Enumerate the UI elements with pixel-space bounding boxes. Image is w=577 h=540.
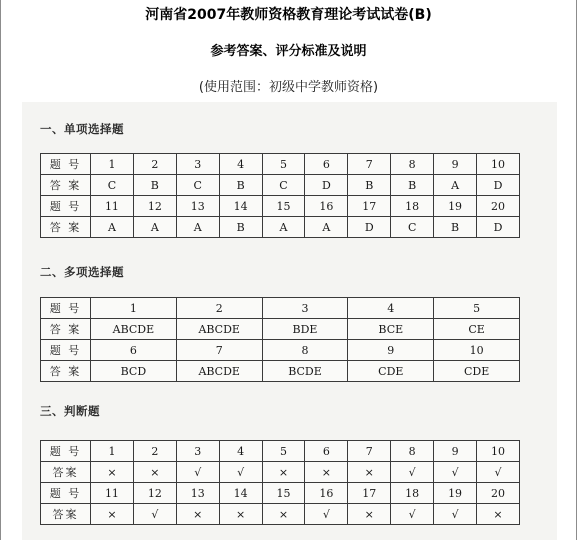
table-cell: BCDE	[262, 361, 348, 382]
table-cell: 3	[262, 298, 348, 319]
table-row	[41, 298, 520, 319]
table-cell: 10	[434, 340, 520, 361]
table-cell: 9	[348, 340, 434, 361]
row-label-cell: 答 案	[41, 319, 91, 340]
table-cell: 1	[91, 298, 177, 319]
table-cell: 13	[176, 483, 219, 504]
table-cell: 10	[477, 154, 520, 175]
table-cell: 8	[391, 441, 434, 462]
table-row	[41, 319, 520, 340]
table-row	[41, 483, 520, 504]
multiple-choice-answer-table	[40, 297, 520, 382]
true-false-table-body	[41, 441, 520, 525]
table-cell: 19	[434, 196, 477, 217]
table-cell: √	[391, 462, 434, 483]
table-cell: 18	[391, 196, 434, 217]
table-cell: 4	[219, 154, 262, 175]
table-cell: C	[262, 175, 305, 196]
row-label-cell: 题 号	[41, 298, 91, 319]
table-row	[41, 340, 520, 361]
table-cell: 20	[477, 196, 520, 217]
table-cell: √	[133, 504, 176, 525]
table-cell: 7	[348, 154, 391, 175]
table-cell: BCE	[348, 319, 434, 340]
document-subtitle: 参考答案、评分标准及说明	[210, 44, 367, 59]
table-cell: 5	[262, 441, 305, 462]
table-cell: √	[219, 462, 262, 483]
table-cell: B	[219, 175, 262, 196]
table-cell: ×	[348, 462, 391, 483]
table-cell: 11	[91, 483, 134, 504]
table-cell: ×	[133, 462, 176, 483]
table-cell: √	[434, 504, 477, 525]
table-cell: D	[305, 175, 348, 196]
table-cell: 1	[91, 441, 134, 462]
row-label-cell: 题 号	[41, 441, 91, 462]
table-cell: 13	[176, 196, 219, 217]
table-cell: √	[176, 462, 219, 483]
table-cell: B	[133, 175, 176, 196]
table-cell: B	[219, 217, 262, 238]
table-cell: ×	[219, 504, 262, 525]
table-cell: 17	[348, 483, 391, 504]
table-cell: A	[133, 217, 176, 238]
table-cell: ×	[262, 462, 305, 483]
table-cell: 6	[91, 340, 177, 361]
table-cell: B	[434, 217, 477, 238]
table-cell: 5	[262, 154, 305, 175]
table-cell: 14	[219, 196, 262, 217]
table-cell: 1	[91, 154, 134, 175]
table-cell: CE	[434, 319, 520, 340]
section-heading-single-choice: 一、单项选择题	[40, 122, 124, 136]
single-choice-answer-table	[40, 153, 520, 238]
row-label-cell: 答案	[41, 504, 91, 525]
table-cell: 17	[348, 196, 391, 217]
table-cell: 7	[176, 340, 262, 361]
table-cell: 6	[305, 154, 348, 175]
table-cell: ×	[91, 504, 134, 525]
table-cell: C	[391, 217, 434, 238]
table-row	[41, 175, 520, 196]
table-cell: C	[176, 175, 219, 196]
table-cell: B	[391, 175, 434, 196]
usage-scope: (使用范围：初级中学教师资格)	[198, 80, 379, 95]
table-cell: CDE	[434, 361, 520, 382]
table-cell: BCD	[91, 361, 177, 382]
table-cell: 18	[391, 483, 434, 504]
table-cell: BDE	[262, 319, 348, 340]
row-label-cell: 答 案	[41, 175, 91, 196]
table-cell: 10	[477, 441, 520, 462]
row-label-cell: 题 号	[41, 340, 91, 361]
table-cell: 20	[477, 483, 520, 504]
table-cell: CDE	[348, 361, 434, 382]
table-cell: 6	[305, 441, 348, 462]
table-cell: D	[477, 217, 520, 238]
table-cell: 3	[176, 154, 219, 175]
true-false-answer-table	[40, 440, 520, 525]
table-cell: 7	[348, 441, 391, 462]
table-cell: 2	[133, 441, 176, 462]
table-cell: ×	[348, 504, 391, 525]
table-cell: ABCDE	[176, 319, 262, 340]
row-label-cell: 答 案	[41, 217, 91, 238]
table-cell: ×	[262, 504, 305, 525]
table-cell: A	[176, 217, 219, 238]
row-label-cell: 答案	[41, 462, 91, 483]
table-row	[41, 196, 520, 217]
table-cell: 12	[133, 196, 176, 217]
table-cell: D	[477, 175, 520, 196]
single-choice-table-body	[41, 154, 520, 238]
multiple-choice-table-body	[41, 298, 520, 382]
table-row	[41, 504, 520, 525]
table-cell: 4	[219, 441, 262, 462]
table-cell: 11	[91, 196, 134, 217]
table-cell: 2	[176, 298, 262, 319]
table-cell: A	[434, 175, 477, 196]
row-label-cell: 题 号	[41, 483, 91, 504]
table-cell: 15	[262, 196, 305, 217]
table-cell: 9	[434, 441, 477, 462]
table-row	[41, 217, 520, 238]
table-cell: A	[305, 217, 348, 238]
table-row	[41, 361, 520, 382]
table-cell: 8	[391, 154, 434, 175]
table-cell: D	[348, 217, 391, 238]
table-cell: 2	[133, 154, 176, 175]
table-cell: ×	[305, 462, 348, 483]
table-cell: ×	[176, 504, 219, 525]
table-cell: 14	[219, 483, 262, 504]
table-cell: √	[434, 462, 477, 483]
table-cell: 19	[434, 483, 477, 504]
row-label-cell: 答 案	[41, 361, 91, 382]
section-heading-true-false: 三、判断题	[40, 404, 100, 418]
table-row	[41, 154, 520, 175]
table-cell: C	[91, 175, 134, 196]
table-cell: ABCDE	[91, 319, 177, 340]
table-cell: B	[348, 175, 391, 196]
table-cell: 12	[133, 483, 176, 504]
table-cell: ABCDE	[176, 361, 262, 382]
table-row	[41, 441, 520, 462]
table-cell: √	[305, 504, 348, 525]
table-cell: A	[91, 217, 134, 238]
row-label-cell: 题 号	[41, 196, 91, 217]
table-cell: 9	[434, 154, 477, 175]
document-title: 河南省2007年教师资格教育理论考试试卷(B)	[145, 7, 432, 23]
table-cell: ×	[477, 504, 520, 525]
row-label-cell: 题 号	[41, 154, 91, 175]
table-cell: 8	[262, 340, 348, 361]
table-cell: √	[391, 504, 434, 525]
table-cell: A	[262, 217, 305, 238]
table-cell: 4	[348, 298, 434, 319]
table-cell: 3	[176, 441, 219, 462]
table-row	[41, 462, 520, 483]
table-cell: 5	[434, 298, 520, 319]
table-cell: √	[477, 462, 520, 483]
table-cell: 16	[305, 483, 348, 504]
table-cell: 15	[262, 483, 305, 504]
section-heading-multiple-choice: 二、多项选择题	[40, 265, 124, 279]
table-cell: 16	[305, 196, 348, 217]
table-cell: ×	[91, 462, 134, 483]
